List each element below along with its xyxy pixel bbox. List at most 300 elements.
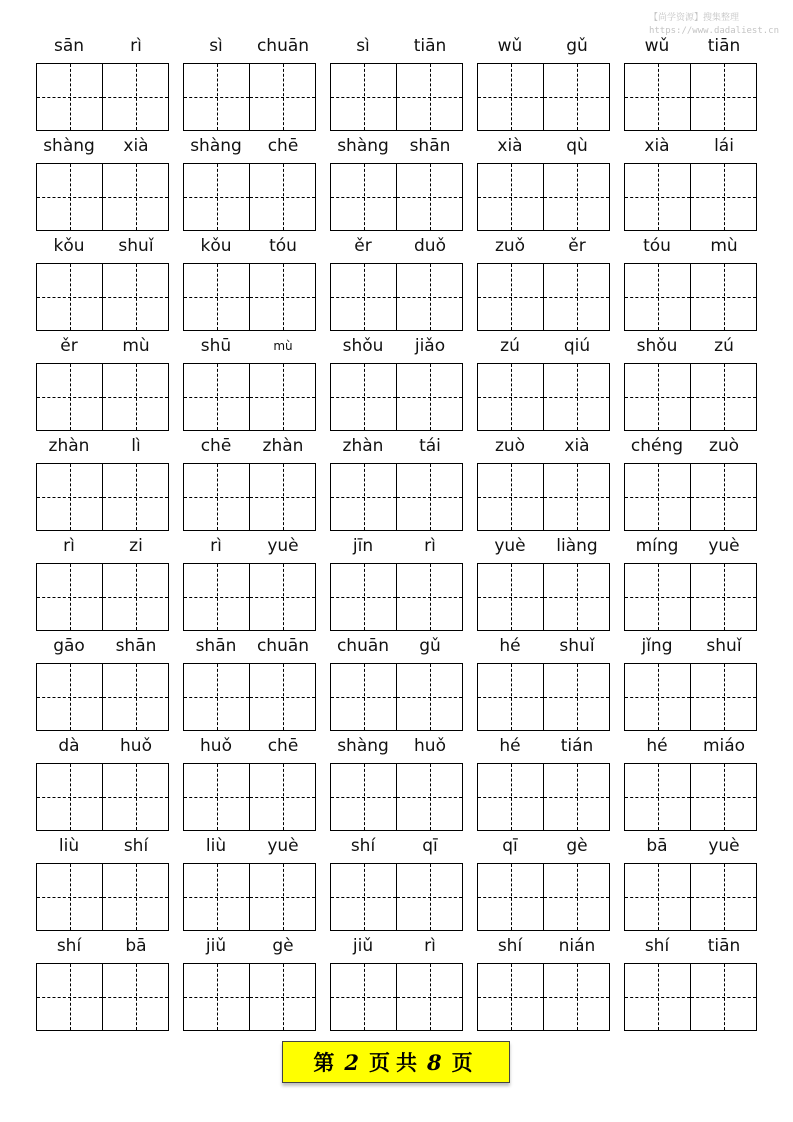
character-writing-box[interactable]: [37, 64, 102, 130]
dashed-guide-vertical: [136, 64, 137, 130]
dashed-guide-vertical: [70, 64, 71, 130]
writing-boxes: [183, 463, 316, 531]
dashed-guide-vertical: [724, 364, 725, 430]
dashed-guide-vertical: [70, 564, 71, 630]
pinyin-syllable: tiān: [707, 936, 741, 956]
writing-boxes: [183, 863, 316, 931]
character-writing-box[interactable]: [625, 364, 690, 430]
dashed-guide-vertical: [658, 864, 659, 930]
dashed-guide-vertical: [577, 764, 578, 830]
dashed-guide-vertical: [577, 64, 578, 130]
writing-boxes: [330, 263, 463, 331]
character-writing-box[interactable]: [396, 764, 462, 830]
dashed-guide-vertical: [136, 364, 137, 430]
character-writing-box[interactable]: [102, 764, 168, 830]
writing-boxes: [330, 563, 463, 631]
pinyin-syllable: dà: [58, 736, 80, 756]
pinyin-syllable: chē: [267, 136, 299, 156]
character-writing-box[interactable]: [102, 664, 168, 730]
character-writing-box[interactable]: [690, 764, 756, 830]
character-writing-box[interactable]: [102, 64, 168, 130]
writing-boxes: [624, 563, 757, 631]
character-writing-box[interactable]: [690, 64, 756, 130]
pinyin-syllable: chē: [267, 736, 299, 756]
writing-boxes: [183, 663, 316, 731]
dashed-guide-vertical: [136, 864, 137, 930]
pinyin-syllable: tóu: [269, 236, 297, 256]
dashed-guide-vertical: [577, 664, 578, 730]
writing-boxes: [183, 163, 316, 231]
character-writing-box[interactable]: [331, 564, 396, 630]
character-writing-box[interactable]: [396, 864, 462, 930]
character-writing-box[interactable]: [543, 64, 609, 130]
character-writing-box[interactable]: [37, 764, 102, 830]
pinyin-syllable: jīn: [352, 536, 374, 556]
word-cell: [477, 930, 610, 1030]
pinyin-syllable: zuò: [494, 436, 526, 456]
word-cell: [330, 930, 463, 1030]
pinyin-syllable: wǔ: [644, 36, 670, 56]
pinyin-syllable: zhàn: [262, 436, 304, 456]
character-writing-box[interactable]: [690, 864, 756, 930]
character-writing-box[interactable]: [396, 564, 462, 630]
dashed-guide-vertical: [577, 964, 578, 1030]
writing-boxes: [36, 763, 169, 831]
pinyin-syllable: yuè: [708, 836, 740, 856]
dashed-guide-vertical: [283, 264, 284, 330]
pinyin-syllable: zú: [714, 336, 734, 356]
dashed-guide-vertical: [70, 464, 71, 530]
writing-boxes: [624, 863, 757, 931]
writing-boxes: [36, 363, 169, 431]
writing-boxes: [330, 763, 463, 831]
pinyin-syllable: shuǐ: [118, 236, 154, 256]
character-writing-box[interactable]: [543, 664, 609, 730]
pinyin-syllable: shān: [409, 136, 451, 156]
pinyin-syllable: huǒ: [200, 736, 232, 756]
dashed-guide-vertical: [136, 964, 137, 1030]
character-writing-box[interactable]: [396, 64, 462, 130]
character-writing-box[interactable]: [37, 364, 102, 430]
word-cell: [330, 430, 463, 530]
word-cell: [624, 330, 757, 430]
character-writing-box[interactable]: [396, 464, 462, 530]
character-writing-box[interactable]: [184, 764, 249, 830]
word-cell: [477, 530, 610, 630]
dashed-guide-vertical: [430, 164, 431, 230]
character-writing-box[interactable]: [478, 664, 543, 730]
dashed-guide-vertical: [658, 164, 659, 230]
character-writing-box[interactable]: [478, 264, 543, 330]
dashed-guide-vertical: [577, 264, 578, 330]
writing-boxes: [36, 863, 169, 931]
dashed-guide-vertical: [217, 864, 218, 930]
pinyin-syllable: tiān: [413, 36, 447, 56]
pinyin-syllable: mù: [273, 339, 293, 353]
character-writing-box[interactable]: [625, 664, 690, 730]
character-writing-box[interactable]: [37, 264, 102, 330]
character-writing-box[interactable]: [37, 664, 102, 730]
character-writing-box[interactable]: [690, 464, 756, 530]
writing-boxes: [624, 263, 757, 331]
character-writing-box[interactable]: [184, 464, 249, 530]
character-writing-box[interactable]: [396, 964, 462, 1030]
pinyin-syllable: duǒ: [414, 236, 446, 256]
character-writing-box[interactable]: [625, 264, 690, 330]
dashed-guide-vertical: [724, 564, 725, 630]
word-cell: [624, 30, 757, 130]
dashed-guide-vertical: [364, 464, 365, 530]
dashed-guide-vertical: [70, 364, 71, 430]
dashed-guide-vertical: [577, 164, 578, 230]
word-cell: [330, 130, 463, 230]
character-writing-box[interactable]: [396, 264, 462, 330]
word-cell: [183, 930, 316, 1030]
character-writing-box[interactable]: [331, 664, 396, 730]
dashed-guide-vertical: [430, 264, 431, 330]
dashed-guide-vertical: [724, 164, 725, 230]
pinyin-syllable: chéng: [630, 436, 684, 456]
writing-boxes: [183, 63, 316, 131]
writing-boxes: [330, 463, 463, 531]
dashed-guide-vertical: [283, 464, 284, 530]
character-writing-box[interactable]: [37, 964, 102, 1030]
character-writing-box[interactable]: [249, 164, 315, 230]
dashed-guide-vertical: [70, 964, 71, 1030]
word-cell: [36, 230, 169, 330]
dashed-guide-vertical: [70, 664, 71, 730]
character-writing-box[interactable]: [478, 764, 543, 830]
character-writing-box[interactable]: [331, 364, 396, 430]
character-writing-box[interactable]: [249, 564, 315, 630]
writing-boxes: [624, 663, 757, 731]
character-writing-box[interactable]: [478, 464, 543, 530]
character-writing-box[interactable]: [249, 864, 315, 930]
character-writing-box[interactable]: [543, 864, 609, 930]
pinyin-syllable: huǒ: [414, 736, 446, 756]
word-cell: [624, 230, 757, 330]
character-writing-box[interactable]: [102, 464, 168, 530]
pinyin-syllable: jiǔ: [352, 936, 374, 956]
character-writing-box[interactable]: [625, 764, 690, 830]
character-writing-box[interactable]: [478, 64, 543, 130]
word-cell: [477, 330, 610, 430]
writing-boxes: [477, 363, 610, 431]
writing-boxes: [183, 563, 316, 631]
page-prefix: 第: [313, 1050, 341, 1075]
pinyin-syllable: rì: [130, 36, 142, 56]
character-writing-box[interactable]: [543, 464, 609, 530]
character-writing-box[interactable]: [102, 864, 168, 930]
pinyin-syllable: zi: [129, 536, 143, 556]
pinyin-syllable: bā: [646, 836, 668, 856]
character-writing-box[interactable]: [331, 64, 396, 130]
dashed-guide-vertical: [511, 864, 512, 930]
dashed-guide-vertical: [511, 664, 512, 730]
pinyin-syllable: shí: [497, 936, 523, 956]
word-cell: [36, 630, 169, 730]
character-writing-box[interactable]: [249, 464, 315, 530]
character-writing-box[interactable]: [37, 864, 102, 930]
dashed-guide-vertical: [724, 264, 725, 330]
word-cell: [330, 230, 463, 330]
dashed-guide-vertical: [364, 864, 365, 930]
dashed-guide-vertical: [511, 64, 512, 130]
pinyin-syllable: shí: [123, 836, 149, 856]
pinyin-syllable: ěr: [60, 336, 78, 356]
pinyin-syllable: rì: [424, 536, 436, 556]
dashed-guide-vertical: [724, 864, 725, 930]
character-writing-box[interactable]: [249, 964, 315, 1030]
character-writing-box[interactable]: [543, 364, 609, 430]
character-writing-box[interactable]: [331, 164, 396, 230]
character-writing-box[interactable]: [543, 764, 609, 830]
character-writing-box[interactable]: [331, 964, 396, 1030]
character-writing-box[interactable]: [478, 864, 543, 930]
character-writing-box[interactable]: [396, 364, 462, 430]
word-cell: [477, 130, 610, 230]
dashed-guide-vertical: [724, 964, 725, 1030]
pinyin-syllable: yuè: [267, 536, 299, 556]
pinyin-writing-grid: [36, 30, 757, 1030]
dashed-guide-vertical: [577, 364, 578, 430]
pinyin-syllable: shuǐ: [559, 636, 595, 656]
word-cell: [624, 430, 757, 530]
pinyin-syllable: shí: [644, 936, 670, 956]
character-writing-box[interactable]: [625, 964, 690, 1030]
pinyin-syllable: gǔ: [419, 636, 441, 656]
character-writing-box[interactable]: [331, 764, 396, 830]
dashed-guide-vertical: [217, 364, 218, 430]
pinyin-syllable: shàng: [337, 736, 389, 756]
character-writing-box[interactable]: [690, 364, 756, 430]
dashed-guide-vertical: [136, 264, 137, 330]
dashed-guide-vertical: [283, 764, 284, 830]
pinyin-syllable: miáo: [702, 736, 746, 756]
pinyin-syllable: zuǒ: [494, 236, 526, 256]
writing-boxes: [36, 263, 169, 331]
pinyin-syllable: liàng: [556, 536, 598, 556]
writing-boxes: [330, 863, 463, 931]
pinyin-syllable: shǒu: [342, 336, 384, 356]
pinyin-syllable: qù: [566, 136, 588, 156]
character-writing-box[interactable]: [625, 64, 690, 130]
character-writing-box[interactable]: [625, 164, 690, 230]
word-cell: [477, 630, 610, 730]
writing-boxes: [477, 463, 610, 531]
pinyin-syllable: zhàn: [342, 436, 384, 456]
character-writing-box[interactable]: [184, 664, 249, 730]
pinyin-syllable: shàng: [337, 136, 389, 156]
character-writing-box[interactable]: [690, 564, 756, 630]
dashed-guide-vertical: [217, 64, 218, 130]
writing-boxes: [477, 663, 610, 731]
character-writing-box[interactable]: [249, 264, 315, 330]
writing-boxes: [183, 963, 316, 1031]
character-writing-box[interactable]: [184, 564, 249, 630]
pinyin-syllable: chuān: [336, 636, 390, 656]
writing-boxes: [330, 163, 463, 231]
pinyin-syllable: tiān: [707, 36, 741, 56]
character-writing-box[interactable]: [249, 664, 315, 730]
character-writing-box[interactable]: [102, 964, 168, 1030]
watermark-url: https://www.dadaliest.cn: [648, 26, 779, 36]
dashed-guide-vertical: [283, 864, 284, 930]
character-writing-box[interactable]: [184, 264, 249, 330]
pinyin-syllable: xià: [123, 136, 149, 156]
dashed-guide-vertical: [217, 464, 218, 530]
character-writing-box[interactable]: [184, 864, 249, 930]
writing-boxes: [477, 263, 610, 331]
character-writing-box[interactable]: [249, 64, 315, 130]
character-writing-box[interactable]: [396, 664, 462, 730]
word-cell: [183, 30, 316, 130]
dashed-guide-vertical: [136, 664, 137, 730]
word-cell: [624, 730, 757, 830]
pinyin-syllable: jiǎo: [414, 336, 446, 356]
pinyin-syllable: chuān: [256, 636, 310, 656]
word-cell: [183, 130, 316, 230]
character-writing-box[interactable]: [396, 164, 462, 230]
dashed-guide-vertical: [511, 364, 512, 430]
pinyin-syllable: qī: [502, 836, 518, 856]
pinyin-syllable: lì: [131, 436, 141, 456]
pinyin-syllable: jǐng: [641, 636, 673, 656]
word-cell: [36, 830, 169, 930]
character-writing-box[interactable]: [543, 264, 609, 330]
writing-boxes: [477, 963, 610, 1031]
writing-boxes: [624, 163, 757, 231]
dashed-guide-vertical: [511, 964, 512, 1030]
character-writing-box[interactable]: [625, 464, 690, 530]
character-writing-box[interactable]: [625, 864, 690, 930]
character-writing-box[interactable]: [690, 664, 756, 730]
word-cell: [330, 330, 463, 430]
dashed-guide-vertical: [364, 364, 365, 430]
pinyin-syllable: sān: [53, 36, 85, 56]
character-writing-box[interactable]: [102, 264, 168, 330]
word-cell: [36, 730, 169, 830]
writing-boxes: [624, 763, 757, 831]
dashed-guide-vertical: [283, 364, 284, 430]
character-writing-box[interactable]: [543, 164, 609, 230]
character-writing-box[interactable]: [184, 964, 249, 1030]
pinyin-syllable: rì: [210, 536, 222, 556]
dashed-guide-vertical: [364, 64, 365, 130]
character-writing-box[interactable]: [102, 364, 168, 430]
character-writing-box[interactable]: [102, 564, 168, 630]
pinyin-syllable: rì: [424, 936, 436, 956]
dashed-guide-vertical: [430, 64, 431, 130]
writing-boxes: [183, 363, 316, 431]
character-writing-box[interactable]: [331, 464, 396, 530]
pinyin-syllable: shàng: [43, 136, 95, 156]
word-cell: [36, 30, 169, 130]
character-writing-box[interactable]: [37, 164, 102, 230]
word-cell: [330, 30, 463, 130]
word-cell: [36, 430, 169, 530]
dashed-guide-vertical: [283, 664, 284, 730]
character-writing-box[interactable]: [249, 364, 315, 430]
word-cell: [183, 730, 316, 830]
character-writing-box[interactable]: [102, 164, 168, 230]
word-cell: [183, 230, 316, 330]
dashed-guide-vertical: [70, 164, 71, 230]
character-writing-box[interactable]: [184, 364, 249, 430]
character-writing-box[interactable]: [331, 864, 396, 930]
character-writing-box[interactable]: [331, 264, 396, 330]
pinyin-syllable: shí: [56, 936, 82, 956]
dashed-guide-vertical: [364, 564, 365, 630]
character-writing-box[interactable]: [690, 164, 756, 230]
pinyin-syllable: liù: [58, 836, 80, 856]
dashed-guide-vertical: [724, 464, 725, 530]
pinyin-syllable: gāo: [53, 636, 85, 656]
dashed-guide-vertical: [724, 764, 725, 830]
dashed-guide-vertical: [430, 764, 431, 830]
pinyin-syllable: jiǔ: [205, 936, 227, 956]
character-writing-box[interactable]: [184, 64, 249, 130]
character-writing-box[interactable]: [37, 464, 102, 530]
dashed-guide-vertical: [70, 264, 71, 330]
word-cell: [36, 330, 169, 430]
pinyin-syllable: nián: [558, 936, 596, 956]
word-cell: [624, 630, 757, 730]
character-writing-box[interactable]: [690, 964, 756, 1030]
character-writing-box[interactable]: [478, 364, 543, 430]
dashed-guide-vertical: [217, 564, 218, 630]
dashed-guide-vertical: [136, 464, 137, 530]
word-cell: [477, 830, 610, 930]
pinyin-syllable: tóu: [643, 236, 671, 256]
writing-boxes: [183, 763, 316, 831]
pinyin-syllable: zhàn: [48, 436, 90, 456]
dashed-guide-vertical: [283, 964, 284, 1030]
pinyin-syllable: shān: [195, 636, 237, 656]
dashed-guide-vertical: [658, 64, 659, 130]
word-cell: [477, 430, 610, 530]
dashed-guide-vertical: [724, 664, 725, 730]
character-writing-box[interactable]: [478, 564, 543, 630]
character-writing-box[interactable]: [249, 764, 315, 830]
character-writing-box[interactable]: [478, 164, 543, 230]
writing-boxes: [36, 963, 169, 1031]
character-writing-box[interactable]: [37, 564, 102, 630]
total-page-number: 8: [427, 1049, 448, 1075]
character-writing-box[interactable]: [543, 564, 609, 630]
pinyin-syllable: gǔ: [566, 36, 588, 56]
writing-boxes: [624, 963, 757, 1031]
pinyin-syllable: sì: [209, 36, 223, 56]
dashed-guide-vertical: [136, 764, 137, 830]
pinyin-syllable: ěr: [354, 236, 372, 256]
dashed-guide-vertical: [136, 164, 137, 230]
character-writing-box[interactable]: [690, 264, 756, 330]
character-writing-box[interactable]: [625, 564, 690, 630]
pinyin-syllable: lái: [714, 136, 734, 156]
pinyin-syllable: wǔ: [497, 36, 523, 56]
pinyin-syllable: yuè: [267, 836, 299, 856]
pinyin-syllable: mù: [710, 236, 738, 256]
word-cell: [330, 630, 463, 730]
dashed-guide-vertical: [283, 164, 284, 230]
writing-boxes: [36, 463, 169, 531]
character-writing-box[interactable]: [184, 164, 249, 230]
word-cell: [624, 830, 757, 930]
character-writing-box[interactable]: [543, 964, 609, 1030]
pinyin-syllable: ěr: [568, 236, 586, 256]
character-writing-box[interactable]: [478, 964, 543, 1030]
